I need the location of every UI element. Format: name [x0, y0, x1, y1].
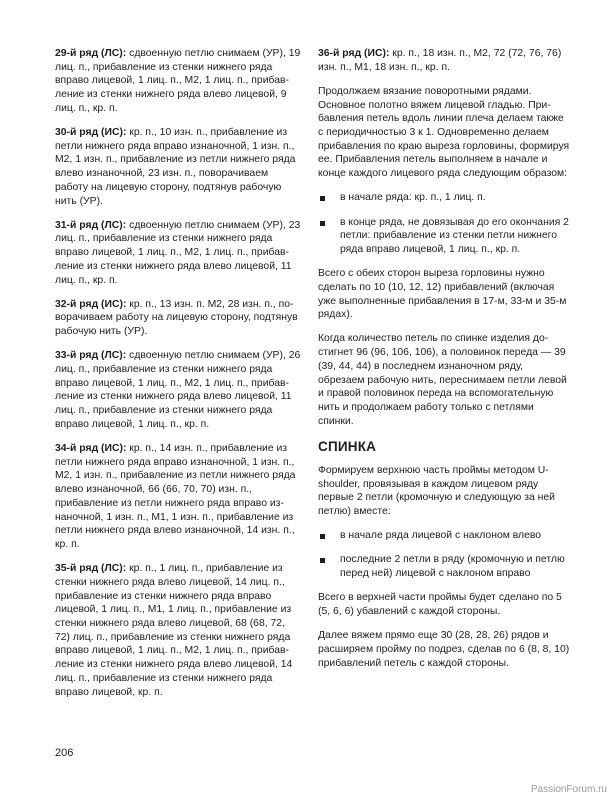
row-label: 31-й ряд (ЛС): [55, 219, 127, 231]
row-label: 33-й ряд (ЛС): [55, 350, 127, 362]
row-label: 35-й ряд (ЛС): [55, 563, 127, 575]
row-31-paragraph [55, 219, 301, 288]
row-label: 32-й ряд (ИС): [55, 298, 127, 310]
armhole-intro-paragraph: Формируем верхнюю часть проймы методом U-shoulder, провязывая в каждом лицевом ряду первые 2 петли (кромочную и следующую за ней петлю) вместе: [318, 464, 555, 517]
row-text: кр. п., 14 изн. п., прибавление из петли нижнего ряда вправо изнаночной, 1 изн. п., М2, 1 изн. п., прибавление из петли нижнего ряда влево изнаночной, 66 (66, 70, 70) изн. п., прибавление из петли нижнего ряда вправо изнаночной, 1 изн. п., М1, 1 изн. п., прибавление из петли нижнего ряда влево изнаночной, 14 изн. п., кр. п. [55, 443, 296, 550]
row-30-paragraph [55, 126, 301, 208]
list-item: в конце ряда, не довязывая до его окончания 2 петли: прибавление из стенки петли нижнего ряда вправо лицевой, 1 лиц. п., кр. п. [318, 216, 570, 257]
row-label: 36-й ряд (ИС): [318, 48, 390, 59]
row-text: сдвоенную петлю снимаем (УР), 26 лиц. п., прибавление из стенки нижнего ряда вправо лицевой, 1 лиц. п., М2, 1 лиц. п., прибавление из стенки нижнего ряда влево лицевой, 11 лиц. п., прибавление из стенки нижнего ряда вправо лицевой, 1 лиц. п., кр. п. [55, 350, 301, 430]
neckline-total-paragraph: Всего с обеих сторон выреза горловины нужно сделать по 10 (10, 12, 12) прибавлений (включая уже выполненные прибавления в 17-м, 33-м и 35-м рядах). [318, 268, 567, 321]
row-36-paragraph [318, 47, 570, 74]
decrease-list [318, 529, 570, 581]
row-29-paragraph [55, 47, 301, 116]
row-text: кр. п., 10 изн. п., прибавление из петли нижнего ряда вправо изнаночной, 1 изн. п., М2, 1 изн. п., прибавление из петли нижнего ряда влево изнаночной, 23 изн. п., поворачиваем работу на лицевую сторону, подтянув рабочую нить (УР). [55, 127, 296, 207]
watermark: PassionForum.ru [530, 784, 607, 795]
left-column [55, 47, 301, 710]
list-item: в начале ряда: кр. п., 1 лиц. п. [318, 191, 570, 205]
increase-list [318, 191, 570, 256]
row-text: кр. п., 18 изн. п., М2, 72 (72, 76, 76) изн. п., М1, 18 изн. п., кр. п. [318, 48, 562, 73]
row-text: сдвоенную петлю снимаем (УР), 23 лиц. п., прибавление из стенки нижнего ряда вправо лицевой, 1 лиц. п., М2, 1 лиц. п., прибавление из стенки нижнего ряда влево лицевой, 11 лиц. п., кр. п. [55, 219, 301, 286]
row-text: сдвоенную петлю снимаем (УР), 19 лиц. п., прибавление из стенки нижнего ряда вправо лицевой, 1 лиц. п., М2, 1 лиц. п., прибавление из стенки нижнего ряда влево лицевой, 9 лиц. п., кр. п. [55, 48, 301, 114]
neckline-intro-paragraph: Продолжаем вязание поворотными рядами. Основное полотно вяжем лицевой гладью. Прибавления петель вдоль линии плеча делаем также с периодичностью 3 к 1. Одновременно делаем прибавления по краю выреза горловины, формируя ее. Прибавления петель выполняем в начале и конце каждого лицевого ряда следующим образом: [318, 85, 570, 180]
row-text: кр. п., 1 лиц. п., прибавление из стенки нижнего ряда влево лицевой, 14 лиц. п., прибавление из стенки нижнего ряда вправо лицевой, 1 лиц. п., М1, 1 лиц. п., прибавление из стенки нижнего ряда влево лицевой, 68 (68, 72, 72) лиц. п., прибавление из стенки нижнего ряда вправо лицевой, 1 лиц. п., М2, 1 лиц. п., прибавление из стенки нижнего ряда влево лицевой, 14 лиц. п., прибавление из стенки нижнего ряда вправо лицевой, кр. п. [55, 563, 293, 698]
page-number: 206 [55, 747, 74, 759]
row-33-paragraph [55, 349, 301, 431]
row-34-paragraph [55, 442, 301, 552]
stitch-count-paragraph: Когда количество петель по спинке изделия достигнет 96 (96, 106, 106), а половинок переда — 39 (39, 44, 44) в последнем изнаночном ряду, обрезаем рабочую нить, переснимаем петли левой и правой половинок переда на вспомогательную нить и продолжаем работу только с петлями спинки. [318, 333, 567, 427]
right-column [318, 47, 570, 681]
row-text: кр. п., 13 изн. п. М2, 28 изн. п., поворачиваем работу на лицевую сторону, подтянув рабочую нить (УР). [55, 298, 298, 338]
row-label: 29-й ряд (ЛС): [55, 48, 127, 59]
list-item: последние 2 петли в ряду (кромочную и петлю перед ней) лицевой с наклоном вправо [318, 553, 570, 580]
row-35-paragraph [55, 562, 301, 699]
armhole-total-paragraph: Всего в верхней части проймы будет сделано по 5 (5, 6, 6) убавлений с каждой стороны. [318, 592, 562, 617]
continue-paragraph: Далее вяжем прямо еще 30 (28, 28, 26) рядов и расширяем пройму по подрез, сделав по 6 (8, 8, 10) прибавлений петель с каждой стороны. [318, 630, 570, 669]
row-label: 34-й ряд (ИС): [55, 443, 127, 455]
row-label: 30-й ряд (ИС): [55, 127, 127, 139]
list-item: в начале ряда лицевой с наклоном влево [318, 529, 570, 543]
section-heading: СПИНКА [318, 438, 377, 454]
row-32-paragraph [55, 298, 301, 339]
